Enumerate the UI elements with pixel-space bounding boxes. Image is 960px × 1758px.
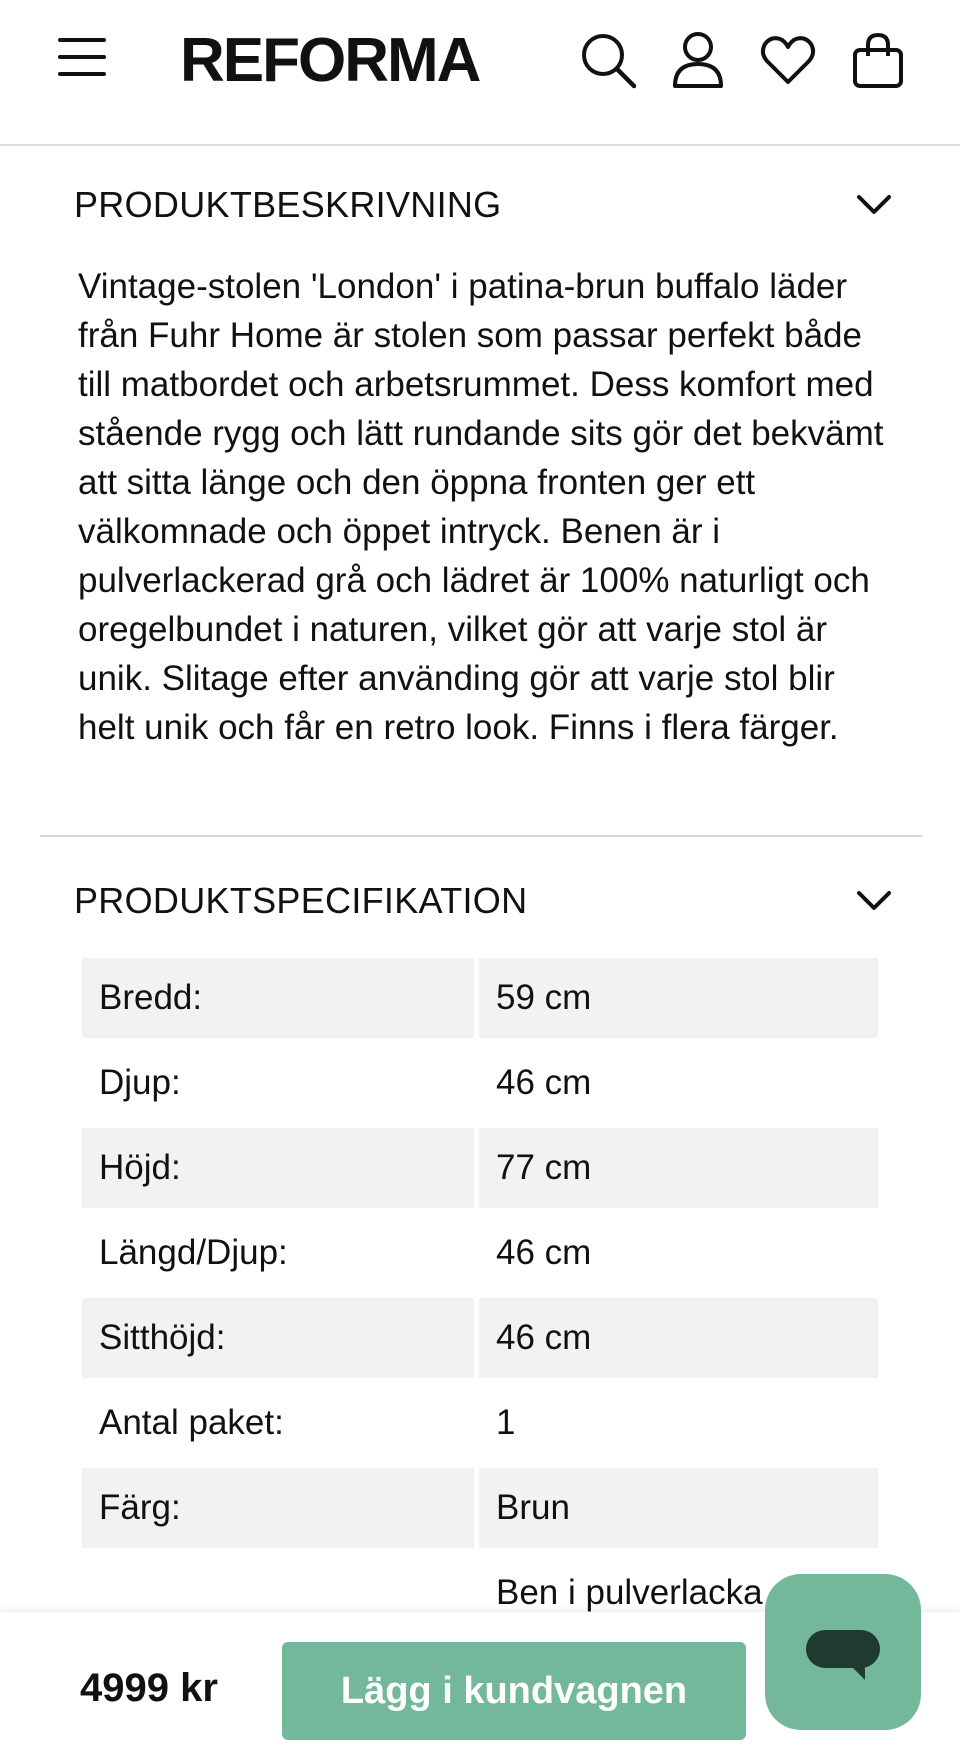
- spec-label: Höjd:: [82, 1128, 474, 1208]
- shopping-bag-icon[interactable]: [848, 30, 908, 90]
- site-logo[interactable]: REFORMA: [180, 26, 480, 95]
- chevron-down-icon: [854, 880, 894, 920]
- spec-row: [82, 1298, 878, 1383]
- product-price: 4999 kr: [80, 1666, 218, 1710]
- spec-value: 1: [496, 1403, 516, 1442]
- search-icon[interactable]: [578, 30, 638, 90]
- user-icon[interactable]: [668, 30, 728, 90]
- spec-label: Bredd:: [82, 958, 474, 1038]
- chat-bubble-icon: [765, 1574, 921, 1730]
- spec-label: Djup:: [99, 1063, 181, 1102]
- spec-value: Brun: [479, 1468, 878, 1548]
- spec-value: Ben i pulverlacka: [496, 1573, 763, 1612]
- spec-value: 77 cm: [479, 1128, 878, 1208]
- heart-icon[interactable]: [758, 30, 818, 90]
- spec-value: 46 cm: [496, 1063, 592, 1102]
- spec-label: Sitthöjd:: [82, 1298, 474, 1378]
- product-specification-title: PRODUKTSPECIFIKATION: [74, 880, 528, 921]
- spec-row: [82, 1043, 878, 1128]
- product-description-toggle[interactable]: [74, 178, 894, 228]
- spec-row: [82, 958, 878, 1043]
- section-divider: [40, 835, 922, 837]
- add-to-cart-button[interactable]: Lägg i kundvagnen: [282, 1642, 746, 1740]
- site-header: [0, 0, 960, 146]
- spec-row: [82, 1213, 878, 1298]
- spec-label: Längd/Djup:: [99, 1233, 288, 1272]
- spec-label: Färg:: [82, 1468, 474, 1548]
- spec-value: 59 cm: [479, 958, 878, 1038]
- spec-row: [82, 1128, 878, 1213]
- product-description-title: PRODUKTBESKRIVNING: [74, 184, 502, 225]
- chat-button[interactable]: [765, 1574, 921, 1730]
- specification-table: [82, 958, 878, 1638]
- hamburger-menu-icon[interactable]: [58, 36, 108, 78]
- product-specification-toggle[interactable]: [74, 874, 894, 924]
- product-description-text: Vintage-stolen 'London' i patina-brun buffalo läder från Fuhr Home är stolen som passar perfekt både till matbordet och arbetsrummet. Dess komfort med stående rygg och lätt rundande sits gör det bekvämt att sitta länge och den öppna fronten ger ett välkomnade och öppet intryck. Benen är i pulverlackerad grå och lädret är 100% naturligt och oregelbundet i naturen, vilket gör att varje stol är unik. Slitage efter använding gör att varje stol blir helt unik och får en retro look. Finns i flera färger.: [78, 267, 884, 747]
- spec-row: [82, 1468, 878, 1553]
- chevron-down-icon: [854, 184, 894, 224]
- spec-value: 46 cm: [479, 1298, 878, 1378]
- spec-row: [82, 1383, 878, 1468]
- spec-label: Antal paket:: [99, 1403, 284, 1442]
- spec-value: 46 cm: [496, 1233, 592, 1272]
